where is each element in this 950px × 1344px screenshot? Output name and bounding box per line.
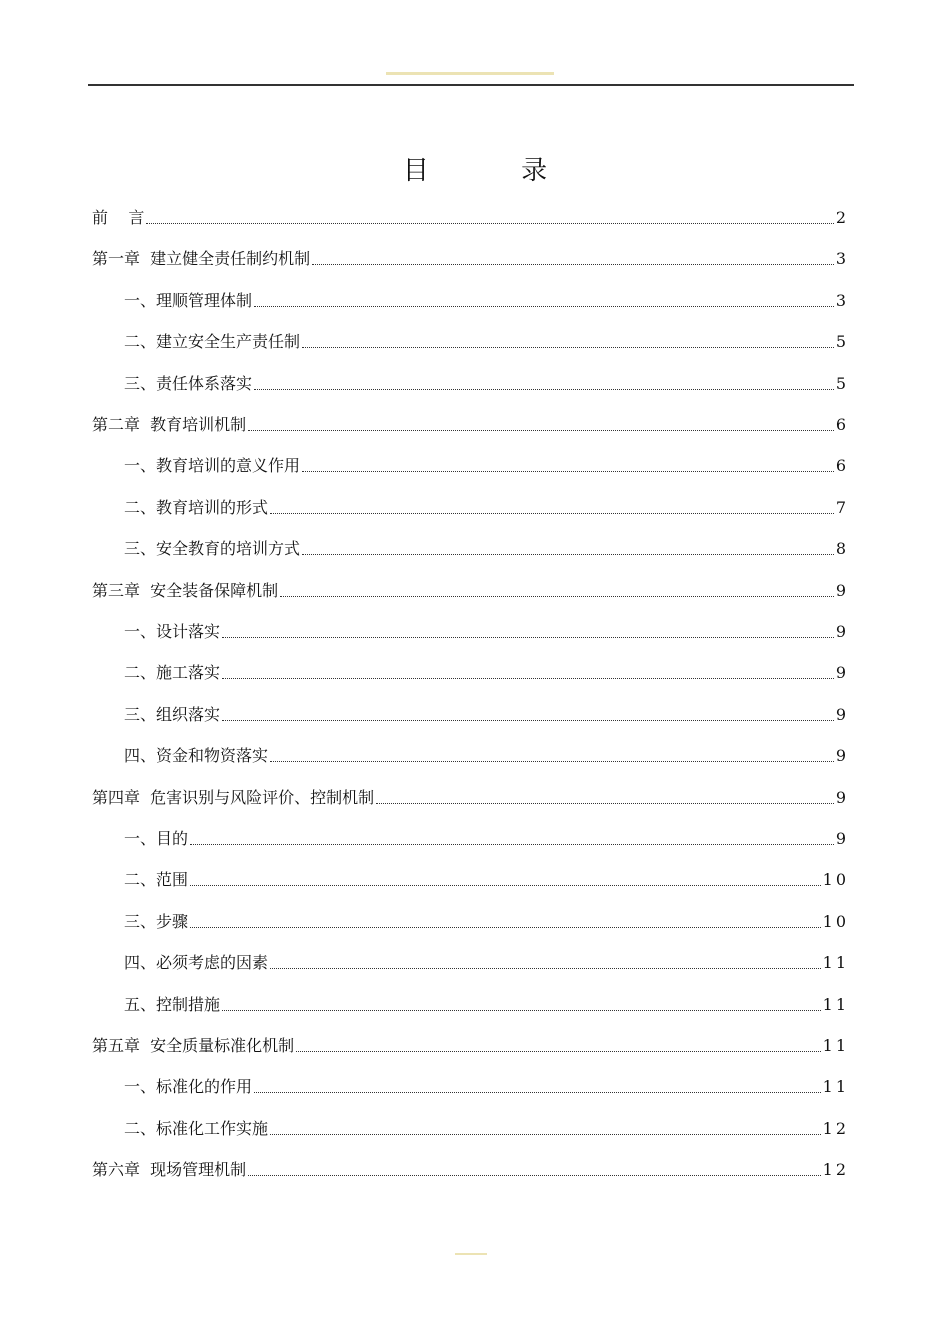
toc-entry[interactable] — [124, 454, 849, 478]
toc-dot-leader — [312, 264, 834, 265]
toc-entry[interactable] — [124, 703, 849, 727]
toc-entry-label: 第六章 现场管理机制 — [92, 1160, 247, 1179]
toc-page-number: 11 — [822, 995, 849, 1014]
toc-entry[interactable] — [92, 1034, 849, 1058]
footer-marker — [455, 1253, 487, 1255]
toc-dot-leader — [254, 389, 834, 390]
toc-entry-label: 二、标准化工作实施 — [124, 1119, 269, 1138]
toc-entry[interactable] — [124, 496, 849, 520]
toc-entry[interactable] — [124, 661, 849, 685]
toc-entry[interactable] — [124, 372, 849, 396]
toc-page-number: 10 — [822, 870, 849, 889]
toc-page-number: 3 — [835, 291, 849, 310]
toc-entry-label: 第二章 教育培训机制 — [92, 415, 247, 434]
toc-dot-leader — [280, 596, 834, 597]
toc-dot-leader — [190, 844, 834, 845]
toc-entry-label: 一、设计落实 — [124, 622, 221, 641]
toc-entry[interactable] — [124, 993, 849, 1017]
toc-entry[interactable] — [92, 579, 849, 603]
toc-dot-leader — [222, 678, 834, 679]
toc-dot-leader — [376, 803, 834, 804]
toc-title: 目 录 — [402, 156, 590, 186]
toc-entry-label: 第三章 安全装备保障机制 — [92, 581, 279, 600]
toc-entry-label: 三、安全教育的培训方式 — [124, 539, 301, 558]
toc-page-number: 10 — [822, 912, 849, 931]
toc-page-number: 5 — [835, 332, 849, 351]
toc-entry-label: 第五章 安全质量标准化机制 — [92, 1036, 295, 1055]
toc-entry[interactable] — [124, 951, 849, 975]
toc-dot-leader — [270, 968, 821, 969]
toc-entry[interactable] — [124, 1075, 849, 1099]
toc-entry-label: 三、责任体系落实 — [124, 374, 253, 393]
toc-page-number: 6 — [835, 415, 849, 434]
toc-entry[interactable] — [124, 537, 849, 561]
header-marker — [386, 72, 554, 75]
toc-page-number: 11 — [822, 1036, 849, 1055]
toc-entry[interactable] — [92, 786, 849, 810]
toc-page-number: 8 — [835, 539, 849, 558]
toc-entry-label: 四、资金和物资落实 — [124, 746, 269, 765]
toc-entry-label: 前 言 — [92, 208, 145, 227]
toc-dot-leader — [302, 471, 834, 472]
toc-entry[interactable] — [124, 330, 849, 354]
header-rule — [88, 84, 854, 86]
toc-dot-leader — [248, 1175, 820, 1176]
toc-entry[interactable] — [124, 289, 849, 313]
toc-page-number: 5 — [835, 374, 849, 393]
toc-dot-leader — [302, 347, 834, 348]
toc-entry-label: 一、教育培训的意义作用 — [124, 456, 301, 475]
toc-entry[interactable] — [124, 744, 849, 768]
toc-dot-leader — [222, 637, 834, 638]
toc-page-number: 9 — [835, 746, 849, 765]
toc-page-number: 2 — [835, 208, 849, 227]
toc-dot-leader — [270, 513, 834, 514]
toc-page-number: 12 — [822, 1160, 849, 1179]
toc-page-number: 3 — [835, 249, 849, 268]
toc-page-number: 9 — [835, 705, 849, 724]
toc-entry[interactable] — [92, 1158, 849, 1182]
toc-dot-leader — [190, 927, 821, 928]
toc-entry[interactable] — [124, 1117, 849, 1141]
toc-entry-label: 三、步骤 — [124, 912, 189, 931]
toc-entry[interactable] — [92, 247, 849, 271]
toc-page-number: 11 — [822, 1077, 849, 1096]
toc-entry-label: 二、教育培训的形式 — [124, 498, 269, 517]
toc-entry[interactable] — [124, 868, 849, 892]
toc-entry-label: 二、范围 — [124, 870, 189, 889]
toc-page-number: 6 — [835, 456, 849, 475]
toc-entry-label: 第四章 危害识别与风险评价、控制机制 — [92, 788, 375, 807]
toc-entry-label: 一、理顺管理体制 — [124, 291, 253, 310]
toc-dot-leader — [222, 720, 834, 721]
toc-dot-leader — [248, 430, 834, 431]
toc-entry-label: 二、施工落实 — [124, 663, 221, 682]
toc-entry-label: 一、目的 — [124, 829, 189, 848]
toc-dot-leader — [146, 223, 833, 224]
toc-entry[interactable] — [92, 413, 849, 437]
toc-dot-leader — [270, 761, 834, 762]
toc-entry-label: 三、组织落实 — [124, 705, 221, 724]
toc-entry-label: 二、建立安全生产责任制 — [124, 332, 301, 351]
toc-entry-label: 一、标准化的作用 — [124, 1077, 253, 1096]
toc-dot-leader — [270, 1134, 821, 1135]
toc-page-number: 11 — [822, 953, 849, 972]
toc-page-number: 7 — [835, 498, 849, 517]
toc-entry-label: 四、必须考虑的因素 — [124, 953, 269, 972]
toc-page-number: 9 — [835, 622, 849, 641]
toc-dot-leader — [190, 885, 821, 886]
toc-entry[interactable] — [124, 910, 849, 934]
toc-entry-label: 第一章 建立健全责任制约机制 — [92, 249, 311, 268]
toc-dot-leader — [254, 1092, 821, 1093]
toc-page-number: 12 — [822, 1119, 849, 1138]
toc-page-number: 9 — [835, 788, 849, 807]
toc-entry-label: 五、控制措施 — [124, 995, 221, 1014]
toc-page-number: 9 — [835, 663, 849, 682]
toc-dot-leader — [302, 554, 834, 555]
toc-dot-leader — [296, 1051, 820, 1052]
toc-entry[interactable] — [92, 206, 849, 230]
toc-page-number: 9 — [835, 581, 849, 600]
toc-dot-leader — [222, 1010, 821, 1011]
toc-page-number: 9 — [835, 829, 849, 848]
toc-dot-leader — [254, 306, 834, 307]
toc-entry[interactable] — [124, 620, 849, 644]
toc-entry[interactable] — [124, 827, 849, 851]
